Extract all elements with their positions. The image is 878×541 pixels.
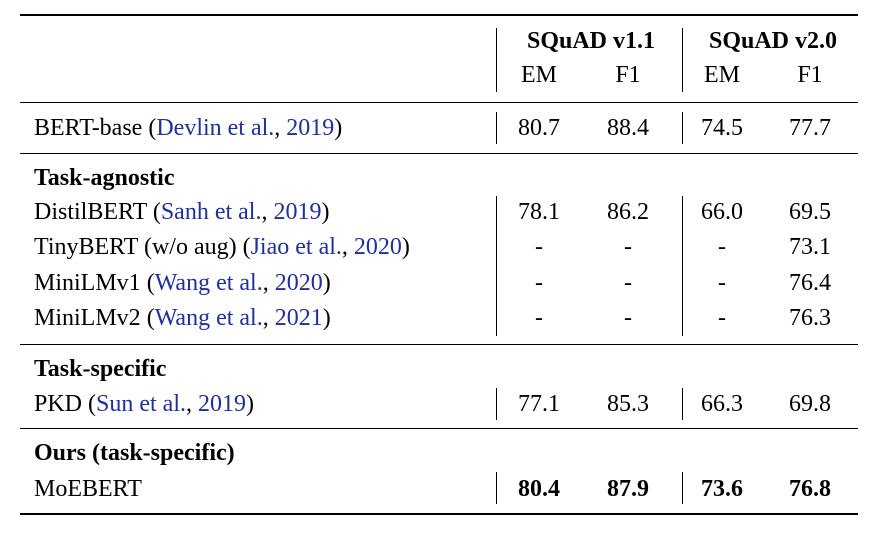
cell-pkd-f1-v20: 69.8 <box>789 391 831 417</box>
section-task-agnostic: Task-agnostic <box>34 165 175 191</box>
cell-moebert-f1-v20: 76.8 <box>789 476 831 502</box>
cell-tiny-em-v20: - <box>718 234 726 260</box>
row-minilmv2-label: MiniLMv2 (Wang et al., 2021) <box>34 305 331 331</box>
model-name: PKD <box>34 391 83 417</box>
cell-bert-f1-v11: 88.4 <box>607 115 649 141</box>
citation-link[interactable]: Wang et al. <box>154 305 263 331</box>
header-f1-v20: F1 <box>797 62 823 88</box>
citation-year-link[interactable]: 2019 <box>273 199 322 225</box>
cell-minilm1-em-v11: - <box>535 270 543 296</box>
header-squad-v11: SQuAD v1.1 <box>526 28 656 54</box>
citation-link[interactable]: Sanh et al. <box>160 199 262 225</box>
cell-minilm2-f1-v20: 76.3 <box>789 305 831 331</box>
model-name: MiniLMv2 <box>34 305 141 331</box>
cell-minilm1-f1-v11: - <box>624 270 632 296</box>
section-task-specific: Task-specific <box>34 356 167 382</box>
citation-year-link[interactable]: 2021 <box>274 305 323 331</box>
cell-pkd-em-v20: 66.3 <box>701 391 743 417</box>
agnostic-rule <box>20 344 858 345</box>
specific-rule <box>20 428 858 429</box>
citation-year-link[interactable]: 2019 <box>198 391 247 417</box>
citation-link[interactable]: Sun et al. <box>96 391 187 417</box>
model-name: TinyBERT (w/o aug) <box>34 234 237 260</box>
model-name: BERT-base <box>34 115 143 141</box>
row-tinybert-label: TinyBERT (w/o aug) (Jiao et al., 2020) <box>34 234 410 260</box>
cell-minilm1-f1-v20: 76.4 <box>789 270 831 296</box>
top-rule <box>20 14 858 16</box>
citation-year-link[interactable]: 2019 <box>286 115 335 141</box>
row-distilbert-label: DistilBERT (Sanh et al., 2019) <box>34 199 330 225</box>
citation-link[interactable]: Wang et al. <box>154 270 263 296</box>
cell-distil-em-v11: 78.1 <box>518 199 560 225</box>
cell-pkd-f1-v11: 85.3 <box>607 391 649 417</box>
cell-distil-em-v20: 66.0 <box>701 199 743 225</box>
header-rule <box>20 102 858 103</box>
citation-link[interactable]: Devlin et al. <box>156 115 275 141</box>
citation-link[interactable]: Jiao et al. <box>250 234 342 260</box>
header-f1-v11: F1 <box>615 62 641 88</box>
cell-distil-f1-v11: 86.2 <box>607 199 649 225</box>
cell-bert-em-v20: 74.5 <box>701 115 743 141</box>
cell-tiny-em-v11: - <box>535 234 543 260</box>
header-em-v20: EM <box>704 62 740 88</box>
cell-minilm2-em-v11: - <box>535 305 543 331</box>
row-pkd-label: PKD (Sun et al., 2019) <box>34 391 255 417</box>
cell-distil-f1-v20: 69.5 <box>789 199 831 225</box>
section-ours: Ours (task-specific) <box>34 440 235 466</box>
cell-moebert-em-v11: 80.4 <box>518 476 560 502</box>
bert-rule <box>20 153 858 154</box>
cell-minilm2-em-v20: - <box>718 305 726 331</box>
model-name: MiniLMv1 <box>34 270 141 296</box>
row-minilmv1-label: MiniLMv1 (Wang et al., 2020) <box>34 270 331 296</box>
citation-year-link[interactable]: 2020 <box>274 270 323 296</box>
cell-minilm2-f1-v11: - <box>624 305 632 331</box>
bottom-rule <box>20 513 858 515</box>
header-squad-v20: SQuAD v2.0 <box>708 28 838 54</box>
model-name: DistilBERT <box>34 199 147 225</box>
cell-bert-em-v11: 80.7 <box>518 115 560 141</box>
cell-moebert-f1-v11: 87.9 <box>607 476 649 502</box>
cell-moebert-em-v20: 73.6 <box>701 476 743 502</box>
cell-tiny-f1-v11: - <box>624 234 632 260</box>
cell-tiny-f1-v20: 73.1 <box>789 234 831 260</box>
cell-minilm1-em-v20: - <box>718 270 726 296</box>
header-em-v11: EM <box>521 62 557 88</box>
cell-pkd-em-v11: 77.1 <box>518 391 560 417</box>
row-moebert-label: MoEBERT <box>34 476 142 502</box>
citation-year-link[interactable]: 2020 <box>353 234 402 260</box>
cell-bert-f1-v20: 77.7 <box>789 115 831 141</box>
row-bert-label: BERT-base (Devlin et al., 2019) <box>34 115 343 141</box>
